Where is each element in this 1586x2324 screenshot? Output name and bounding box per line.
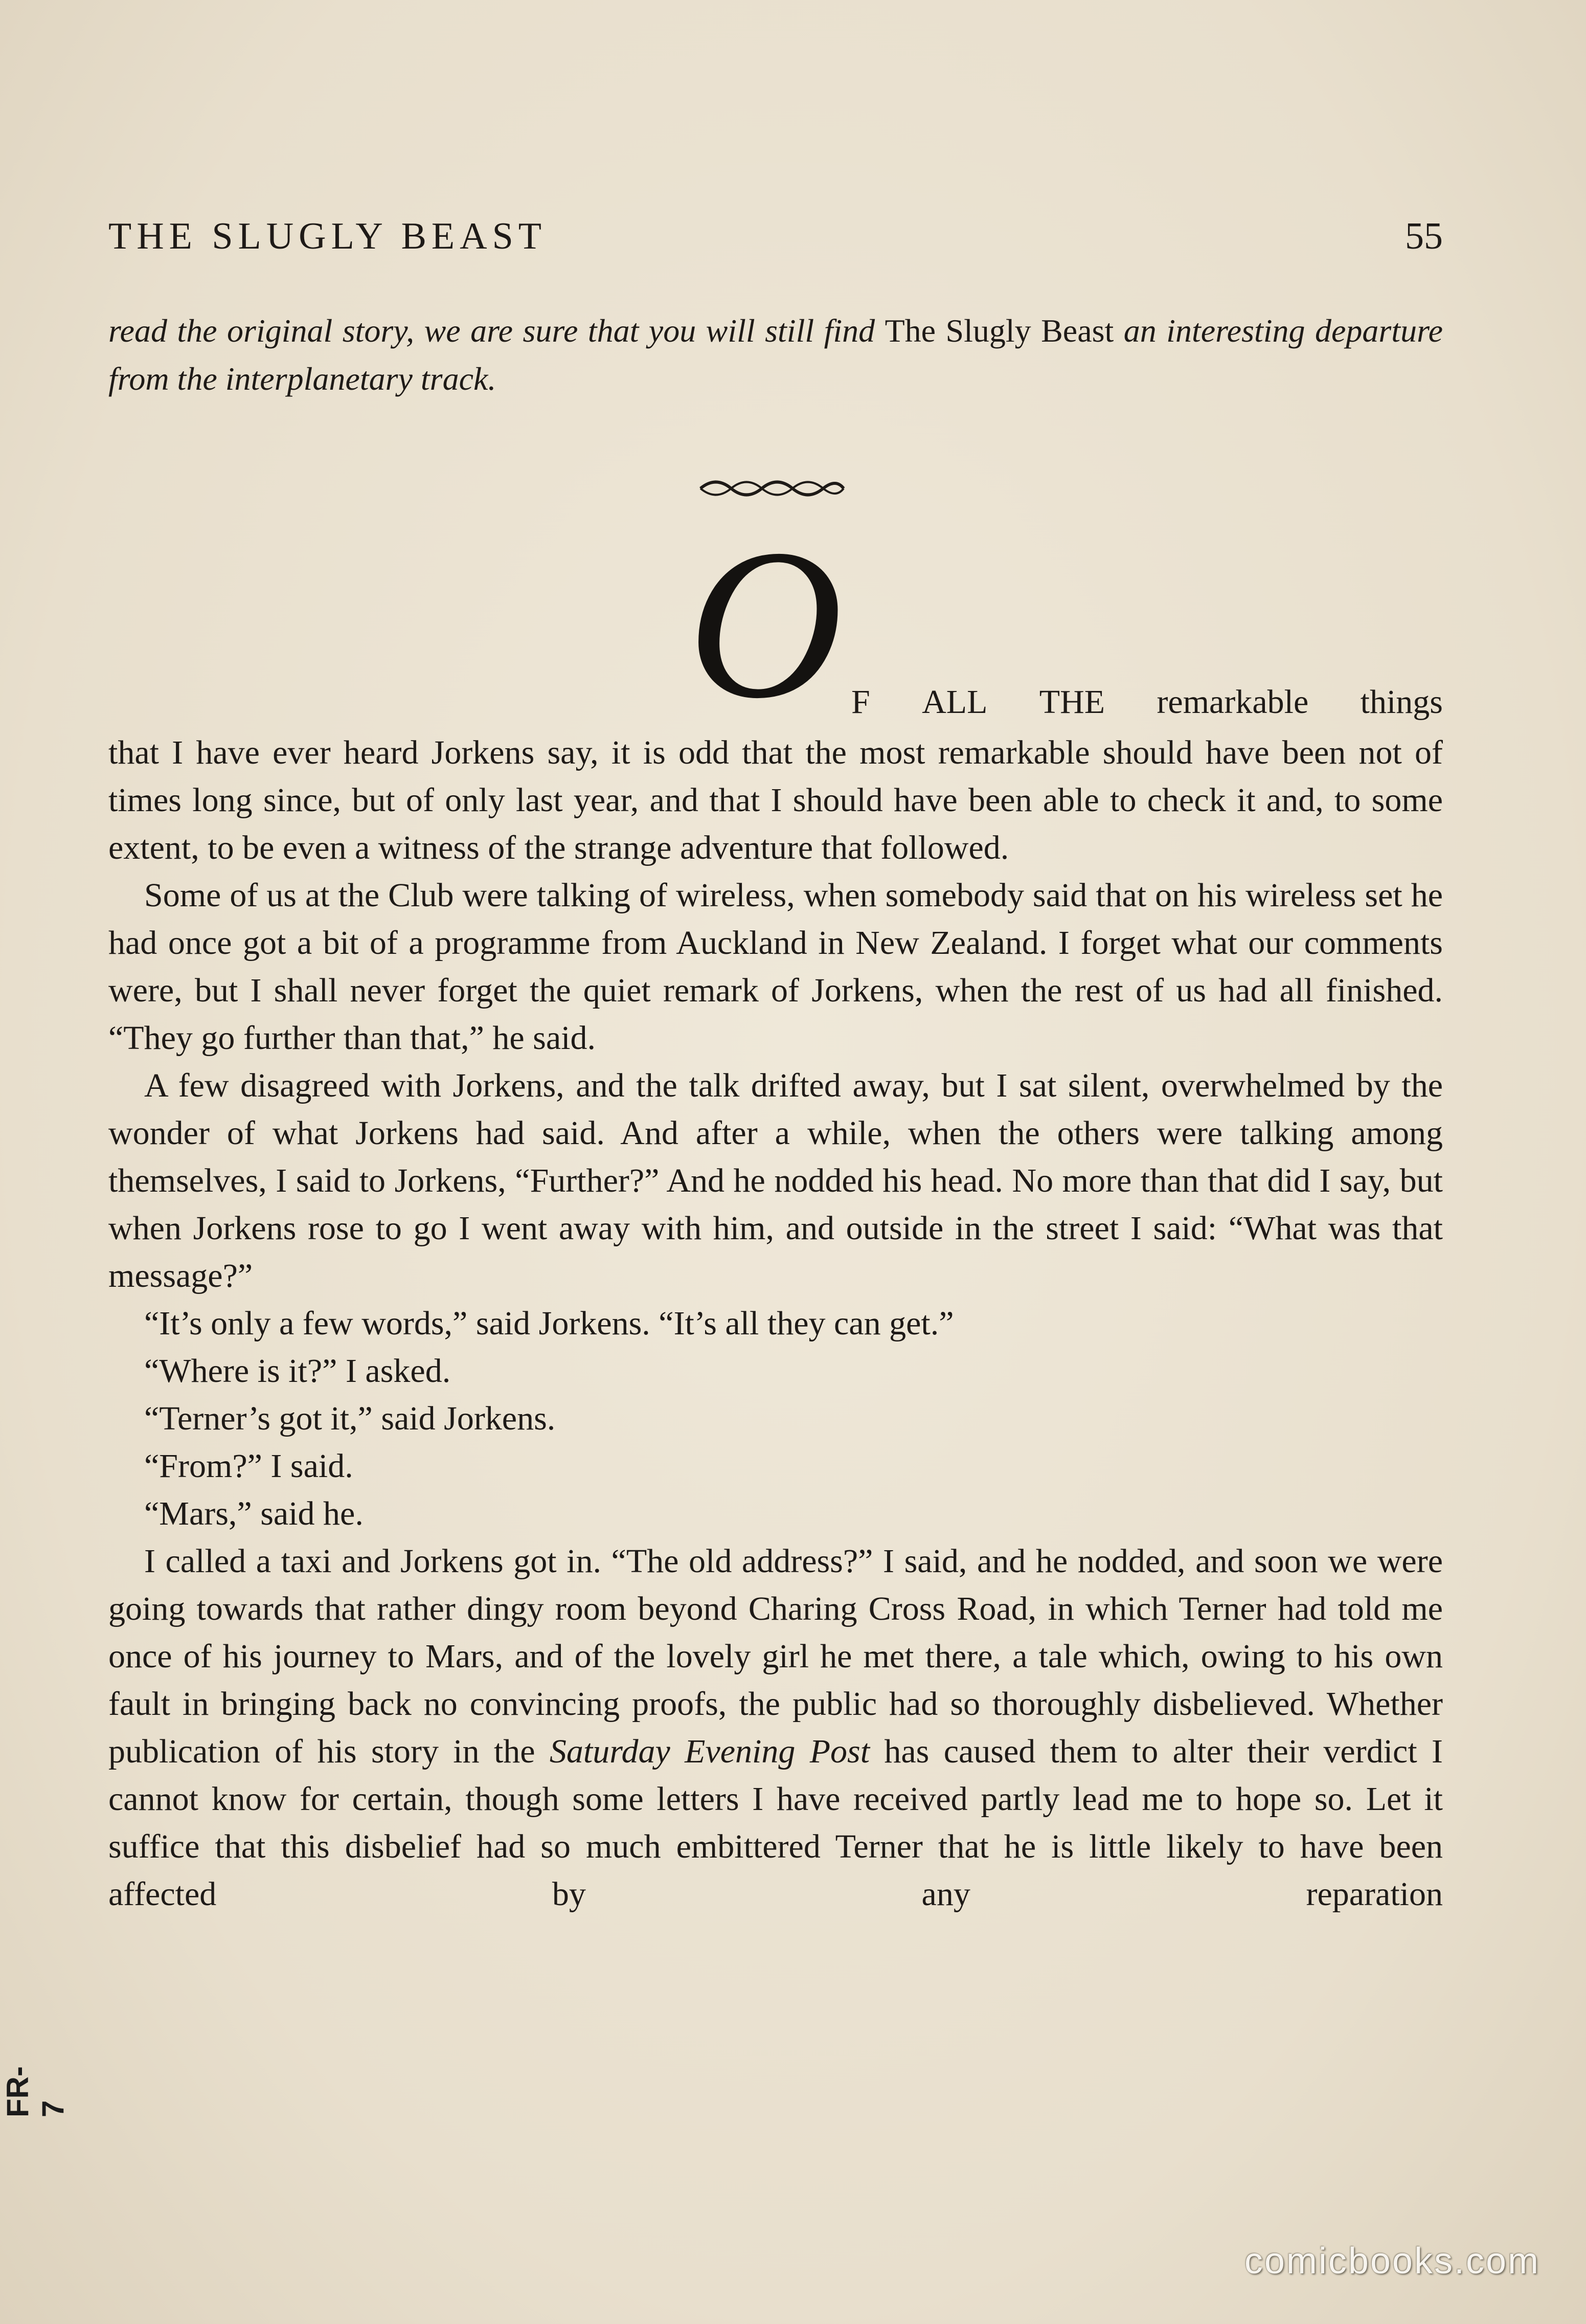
first-line-word: things [1360, 683, 1443, 721]
paragraph: “It’s only a few words,” said Jorkens. “It’s all they can get.” [144, 1305, 954, 1342]
paragraph-text: has caused them to alter their verdict I cannot know for certain, though some letters I have received partly lead me to hope so. Let it suffice that this disbelief had so much embittered Terner that he is little likely to have been affected by any reparation [108, 1733, 1443, 1913]
first-line-word: remarkable [1157, 683, 1309, 721]
publication-name: Saturday Evening Post [549, 1733, 870, 1770]
first-line-word: F [851, 683, 870, 721]
intro-italic-1: read the original story, we are sure that you will still find [108, 312, 885, 349]
paragraph-text: I called a taxi and Jorkens got in. “The old address?” I said, and he nodded, and soon we were going towards that rather dingy room beyond Charing Cross Road, in which Terner had told me once of his journey to Mars, and of the lovely girl he met there, a tale which, owing to his own fault in bringing back no convincing proofs, the public had so thoroughly disbelieved. Whether publication of his story in the [108, 1543, 1443, 1770]
page-number: 55 [1405, 215, 1443, 257]
margin-mark: FR-7 [1, 2066, 70, 2117]
paragraph: Some of us at the Club were talking of wireless, when somebody said that on his wireless set he had once got a bit of a programme from Auckland in New Zealand. I forget what our comments were, but I shall never forget the quiet remark of Jorkens, when the rest of us had all finished. “They go further than that,” he said. [108, 877, 1443, 1057]
intro-story-title: The Slugly Beast [885, 312, 1114, 349]
paragraph: “Mars,” said he. [144, 1495, 364, 1532]
first-line-word: ALL [922, 683, 988, 721]
running-title: THE SLUGLY BEAST [108, 215, 547, 257]
paragraph: A few disagreed with Jorkens, and the talk drifted away, but I sat silent, overwhelmed by the wonder of what Jorkens had said. And after a while, when the others were talking among themselves, I said to Jorkens, “Further?” And he nodded his head. No more than that did I say, but when Jorkens rose to go I went away with him, and outside in the street I said: “What was that message?” [108, 1067, 1443, 1294]
first-line-word: THE [1039, 683, 1105, 721]
drop-cap: O [688, 505, 843, 743]
paragraph: that I have ever heard Jorkens say, it is odd that the most remarkable should have been not of times long since, but of only last year, and that I should have been able to check it and, to some extent, to be even a witness of the strange adventure that followed. [108, 734, 1443, 866]
editorial-intro [108, 307, 1443, 403]
story-body [108, 729, 1443, 1918]
section-ornament [695, 473, 849, 504]
paragraph: “Where is it?” I asked. [144, 1352, 451, 1390]
running-header [108, 215, 1443, 258]
watermark: comicbooks.com [1244, 2241, 1540, 2282]
paragraph: “From?” I said. [144, 1447, 353, 1485]
intro-italic-2: an interesting departure from the interplanetary track. [108, 312, 1443, 397]
paragraph [108, 1537, 1443, 1918]
paragraph: “Terner’s got it,” said Jorkens. [144, 1400, 556, 1437]
story-first-line [851, 683, 1443, 722]
